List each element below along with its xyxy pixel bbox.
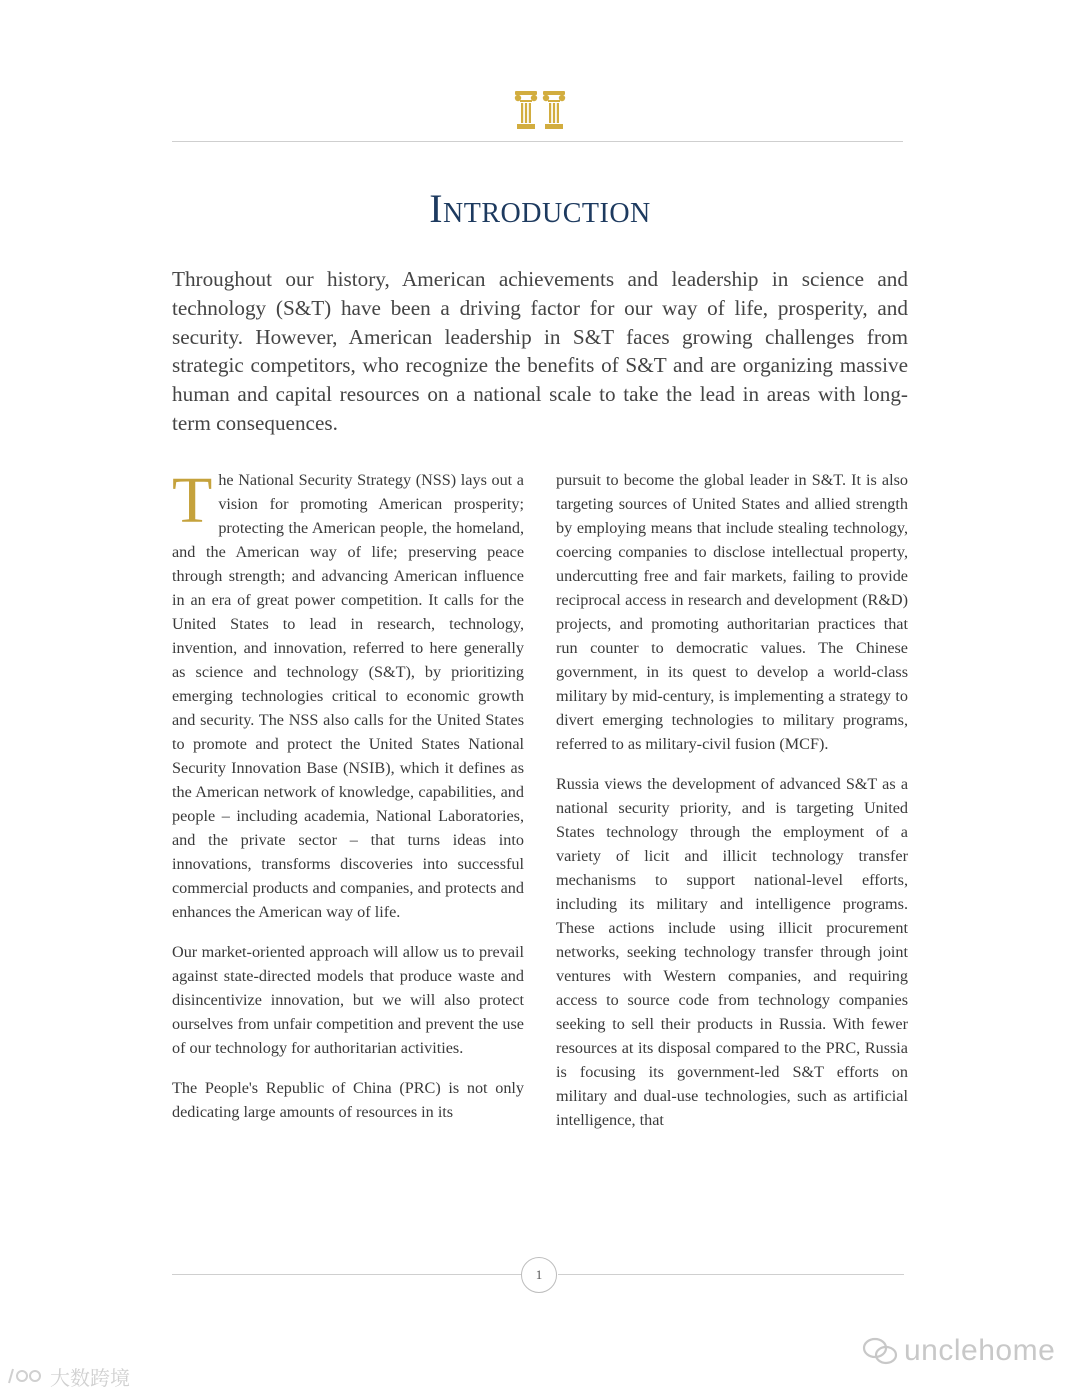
column-pillars-logo xyxy=(514,91,566,129)
footer-divider-right xyxy=(558,1274,904,1275)
watermark-dashujing-text: 大数跨境 xyxy=(50,1365,130,1390)
watermark-unclehome-text: unclehome xyxy=(904,1334,1056,1367)
right-column xyxy=(556,468,908,1148)
nss-paragraph xyxy=(172,464,524,924)
footer-divider-left xyxy=(172,1274,522,1275)
drop-cap: T xyxy=(172,464,213,537)
page-number: 1 xyxy=(521,1257,557,1293)
header-divider xyxy=(172,141,903,142)
russia-paragraph: Russia views the development of advanced S&T as a national security priority, and is targeting United States technology through the employment of a variety of licit and illicit technology transfer mechanisms to support national-level efforts, including its military and intelligence programs. These actions include using illicit procurement networks, seeking technology transfer through joint ventures with Western companies, and requiring access to source code from technology companies seeking to sell their products in Russia. With fewer resources at its disposal compared to the PRC, Russia is focusing its government-led S&T efforts on military and dual-use technologies, such as artificial intelligence, that xyxy=(556,775,908,1129)
nss-paragraph-text: he National Security Strategy (NSS) lays out a vision for promoting American prosperity; protecting the American people, the homeland, and the American way of life; preserving peace through strength; and advancing American influence in an era of great power competition. It calls for the United States to lead in research, technology, invention, and innovation, referred to here generally as science and technology (S&T), by prioritizing emerging technologies critical to economic growth and security. The NSS also calls for the United States to promote and protect the United States National Security Innovation Base (NSIB), which it defines as the American network of knowledge, capabilities, and people – including academia, National Laboratories, and the private sector – that turns ideas into innovations, transforms discoveries into successful commercial products and companies, and protects and enhances the American way of life. xyxy=(172,471,524,921)
left-column xyxy=(172,464,524,1140)
page-title: Introduction xyxy=(429,186,651,231)
watermark-unclehome xyxy=(862,1331,1055,1371)
prc-paragraph-continued: pursuit to become the global leader in S&T. It is also targeting sources of United States and allied strength by employing means that include stealing technology, coercing companies to disclose intellectual property, undercutting free and fair markets, failing to provide reciprocal access in research and development (R&D) projects, and promoting authoritarian practices that run counter to democratic values. The Chinese government, in its quest to develop a world-class military by mid-century, is implementing a strategy to divert emerging technologies to military programs, referred to as military-civil fusion (MCF). xyxy=(556,471,908,753)
watermark-dashujing xyxy=(6,1362,130,1390)
watermark-logo-icon xyxy=(6,1365,46,1387)
intro-paragraph: Throughout our history, American achievements and leadership in science and technology (S&T) have been a driving factor for our way of life, prosperity, and security. However, American leadership in S&T faces growing challenges from strategic competitors, who recognize the benefits of S&T and are organizing massive human and capital resources on a national scale to take the lead in areas with long-term consequences. xyxy=(172,267,908,435)
prc-paragraph-start: The People's Republic of China (PRC) is not only dedicating large amounts of resources in its xyxy=(172,1079,524,1121)
chat-bubbles-icon xyxy=(862,1336,898,1366)
market-paragraph: Our market-oriented approach will allow us to prevail against state-directed models that produce waste and disincentivize innovation, but we will also protect ourselves from unfair competition and prevent the use of our technology for authoritarian activities. xyxy=(172,943,524,1057)
